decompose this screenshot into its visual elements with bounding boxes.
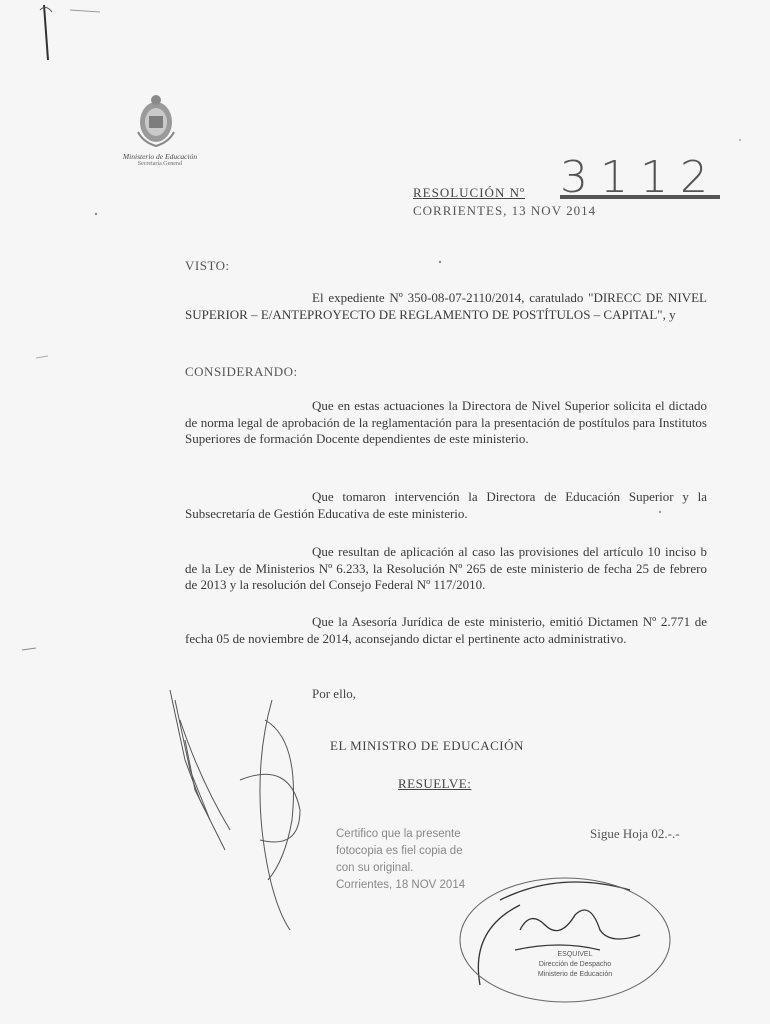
certification-line: con su original. [336, 862, 414, 874]
certification-date: Corrientes, 18 NOV 2014 [336, 879, 466, 891]
certification-line: Certifico que la presente [336, 828, 461, 840]
paragraph-text: Que en estas actuaciones la Directora de Nivel Superior solicita el dictado de norma legal de aprobación de la reglamentación para la presentación de postítulos para Institutos Superiores de formación Docente dependientes de este ministerio. [185, 398, 707, 446]
por-ello: Por ello, [312, 686, 357, 701]
paragraph-text: Que resultan de aplicación al caso las provisiones del artículo 10 inciso b de la Ley de Ministerios Nº 6.233, la Resolución Nº 265 de este ministerio de fecha 25 de febrero de 2013 y la resolución del Consejo Federal Nº 117/2010. [185, 544, 707, 592]
ministry-subtitle: Secretaría General [137, 161, 183, 167]
continues-next-page: Sigue Hoja 02.-.- [590, 826, 680, 841]
resolution-label: RESOLUCIÓN Nº [413, 185, 526, 200]
minister-line: EL MINISTRO DE EDUCACIÓN [330, 738, 524, 753]
stamp-name: ESQUIVEL [557, 951, 593, 958]
signature-icon [478, 882, 640, 985]
certification-line: fotocopia es fiel copia de [336, 845, 463, 857]
visto-text: El expediente Nº 350-08-07-2110/2014, caratulado "DIRECC DE NIVEL SUPERIOR – E/ANTEPROYECTO DE REGLAMENTO DE POSTÍTULOS – CAPITAL", y [185, 290, 707, 322]
stamp-outline [460, 878, 670, 1002]
binding-mark [44, 5, 48, 60]
resolution-number: 3112 [560, 152, 720, 203]
paragraph-text: Que tomaron intervención la Directora de Educación Superior y la Subsecretaría de Gestión Educativa de este ministerio. [185, 489, 707, 521]
resuelve-heading: RESUELVE: [398, 776, 472, 791]
considerando-heading: CONSIDERANDO: [185, 364, 298, 379]
paragraph-text: Que la Asesoría Jurídica de este ministerio, emitió Dictamen Nº 2.771 de fecha 05 de noviembre de 2014, aconsejando dictar el pertinente acto administrativo. [185, 614, 707, 646]
place-date: CORRIENTES, 13 NOV 2014 [413, 203, 597, 218]
visto-heading: VISTO: [185, 258, 230, 273]
margin-signature-icon [170, 690, 300, 930]
stamp-office: Dirección de Despacho [538, 961, 612, 968]
stamp-ministry: Ministerio de Educación [537, 971, 613, 978]
ministry-name: Ministerio de Educación [122, 152, 198, 161]
